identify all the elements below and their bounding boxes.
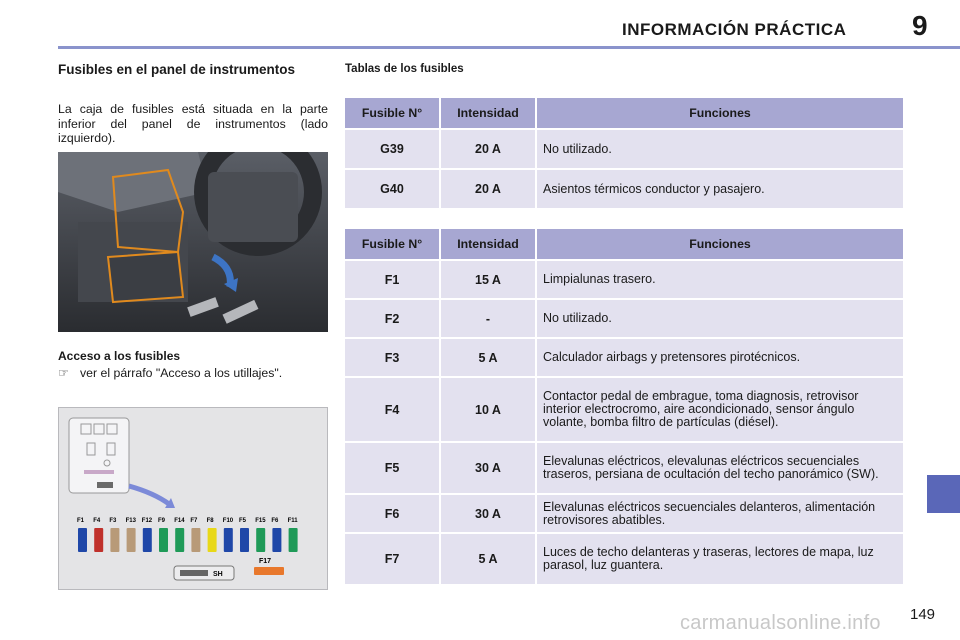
fuse-amp: 20 A (441, 130, 535, 168)
fuse-blade (240, 528, 249, 552)
fuse-function: Limpialunas trasero. (537, 261, 903, 298)
table-header-row (345, 229, 903, 259)
fuse-amp: - (441, 300, 535, 337)
table-row (345, 339, 903, 376)
fuse-function: Calculador airbags y pretensores pirotécnicos. (537, 339, 903, 376)
fuse-id: F6 (345, 495, 439, 532)
fuse-function: No utilizado. (537, 130, 903, 168)
watermark: carmanualsonline.info (680, 612, 881, 634)
fuse-blade (143, 528, 152, 552)
fuse-id: G40 (345, 170, 439, 208)
chapter-title: INFORMACIÓN PRÁCTICA (622, 20, 847, 39)
fuse-id: G39 (345, 130, 439, 168)
fuse-position-label: F14 (174, 518, 185, 524)
access-note-text: ver el párrafo "Acceso a los utillajes". (80, 366, 283, 380)
header-fuse-number: Fusible N° (345, 98, 439, 128)
fuse-position-label: F12 (141, 518, 153, 524)
fuse-amp: 30 A (441, 495, 535, 532)
fuse-amp: 15 A (441, 261, 535, 298)
fuse-blade (94, 528, 103, 552)
fuse-id: F2 (345, 300, 439, 337)
fuse-blade (272, 528, 281, 552)
chapter-number: 9 (912, 10, 928, 41)
table-row (345, 378, 903, 441)
intro-paragraph: La caja de fusibles está situada en la parte inferior del panel de instrumentos (lado izquierdo). (58, 102, 328, 145)
fuse-table-1 (343, 96, 905, 210)
fuse-blade (175, 528, 184, 552)
access-note (58, 366, 282, 380)
sh-label: SH (213, 571, 223, 578)
fuse-id: F5 (345, 443, 439, 493)
fuse-box-diagram (58, 407, 328, 590)
fuse-position-label: F3 (109, 518, 117, 524)
fuse-function: Elevalunas eléctricos, elevalunas eléctricos secuenciales traseros, persiana de ocultación del techo panorámico (SW). (537, 443, 903, 493)
header-rule (58, 46, 960, 49)
fuse-blade (159, 528, 168, 552)
fuse-amp: 30 A (441, 443, 535, 493)
fuse-blade (208, 528, 217, 552)
fuse-function: No utilizado. (537, 300, 903, 337)
fuse-id: F3 (345, 339, 439, 376)
fuse-amp: 10 A (441, 378, 535, 441)
fuse-position-label: F10 (222, 518, 234, 524)
fuse-position-label: F4 (93, 518, 101, 524)
fuse-blade (289, 528, 298, 552)
section-heading: Fusibles en el panel de instrumentos (58, 62, 296, 77)
fuse-function: Luces de techo delanteras y traseras, lectores de mapa, luz parasol, luz guantera. (537, 534, 903, 584)
fuse-position-label: F9 (158, 518, 166, 524)
table-row (345, 130, 903, 168)
fuse-position-label: F1 (77, 518, 85, 524)
fuse-box-illustration (59, 408, 327, 589)
fuse-blade (78, 528, 87, 552)
fuse-blade (256, 528, 265, 552)
table-header-row (345, 98, 903, 128)
tables-title: Tablas de los fusibles (345, 63, 464, 75)
fuse-id: F1 (345, 261, 439, 298)
header-fuse-number: Fusible N° (345, 229, 439, 259)
table-row (345, 170, 903, 208)
dashboard-illustration (58, 152, 328, 332)
fuse-blade (224, 528, 233, 552)
fuse-table-2 (343, 227, 905, 586)
fuse-blade (127, 528, 136, 552)
fuse-function: Elevalunas eléctricos secuenciales delanteros, alimentación retrovisores abatibles. (537, 495, 903, 532)
fuse-function: Contactor pedal de embrague, toma diagnosis, retrovisor interior electrocromo, aire acondicionado, sensor ángulo volante, bomba filtro de partículas (diésel). (537, 378, 903, 441)
f17-label: F17 (259, 558, 272, 565)
fuse-blade (191, 528, 200, 552)
table-row (345, 261, 903, 298)
fuse-id: F4 (345, 378, 439, 441)
fuse-position-label: F8 (206, 518, 214, 524)
fuse-position-label: F15 (255, 518, 266, 524)
table-row (345, 495, 903, 532)
dashboard-photo (58, 152, 328, 332)
header-intensity: Intensidad (441, 98, 535, 128)
access-heading: Acceso a los fusibles (58, 349, 181, 363)
fuse-blade (110, 528, 119, 552)
fuse-position-label: F5 (239, 518, 247, 524)
fuse-f17 (254, 567, 284, 575)
fuse-amp: 5 A (441, 534, 535, 584)
chapter-tab-marker (927, 475, 960, 513)
header-intensity: Intensidad (441, 229, 535, 259)
fuse-function: Asientos térmicos conductor y pasajero. (537, 170, 903, 208)
fuse-position-label: F11 (287, 518, 298, 524)
page-number: 149 (910, 606, 936, 623)
fuse-amp: 20 A (441, 170, 535, 208)
fuse-position-label: F7 (190, 518, 198, 524)
table-row (345, 534, 903, 584)
fuse-id: F7 (345, 534, 439, 584)
header-functions: Funciones (537, 98, 903, 128)
pointer-hand-icon: ☞ (58, 366, 70, 380)
table-row (345, 443, 903, 493)
header-functions: Funciones (537, 229, 903, 259)
table-row (345, 300, 903, 337)
fuse-position-label: F13 (125, 518, 136, 524)
fuse-position-label: F6 (271, 518, 279, 524)
fuse-amp: 5 A (441, 339, 535, 376)
